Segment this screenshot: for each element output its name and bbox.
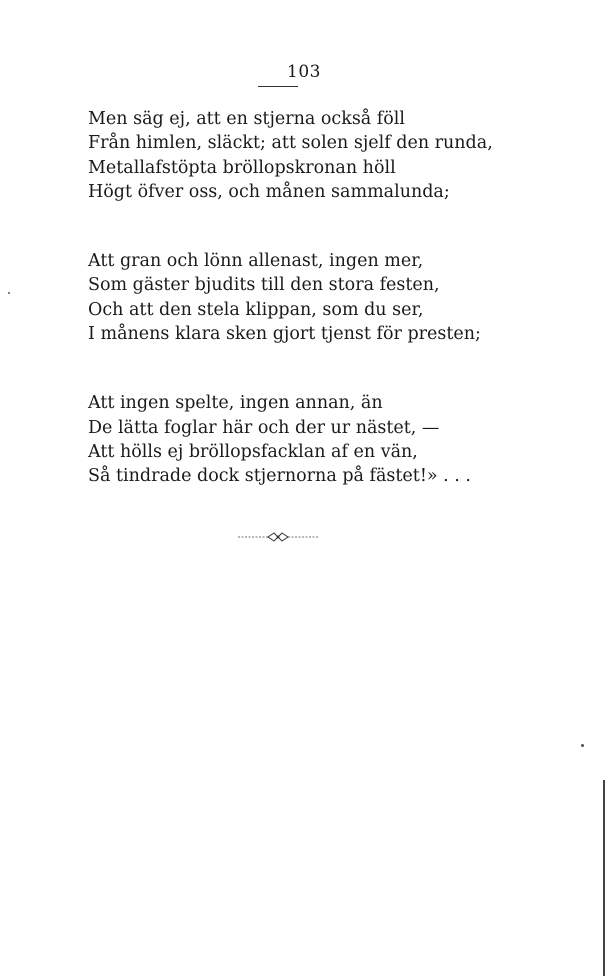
stanza-1 <box>88 107 528 204</box>
poem-line: I månens klara sken gjort tjenst för presten; <box>88 324 481 345</box>
poem-line: Högt öfver oss, och månen sammalunda; <box>88 181 450 202</box>
ornament-divider <box>238 530 318 544</box>
page-number-rule <box>258 86 298 87</box>
poem-line: Att gran och lönn allenast, ingen mer, <box>88 251 424 272</box>
page-number: 103 <box>287 62 321 82</box>
paper-speck <box>8 292 10 294</box>
poem-line: Metallafstöpta bröllopskronan höll <box>88 157 396 178</box>
page-edge-line <box>603 780 605 976</box>
poem-line: Att hölls ej bröllopsfacklan af en vän, <box>88 441 418 462</box>
poem-line: Så tindrade dock stjernorna på fästet!» . . . <box>88 466 471 487</box>
poem-line: De lätta foglar här och der ur nästet, — <box>88 417 440 438</box>
poem-line: Och att den stela klippan, som du ser, <box>88 299 424 320</box>
poem-line: Att ingen spelte, ingen annan, än <box>88 393 383 414</box>
stanza-3 <box>88 391 528 488</box>
paper-speck <box>581 744 584 747</box>
stanza-2 <box>88 249 528 346</box>
poem-line: Från himlen, släckt; att solen sjelf den runda, <box>88 133 493 154</box>
poem <box>88 107 528 534</box>
poem-line: Som gäster bjudits till den stora festen, <box>88 275 440 296</box>
poem-line: Men säg ej, att en stjerna också föll <box>88 109 405 129</box>
